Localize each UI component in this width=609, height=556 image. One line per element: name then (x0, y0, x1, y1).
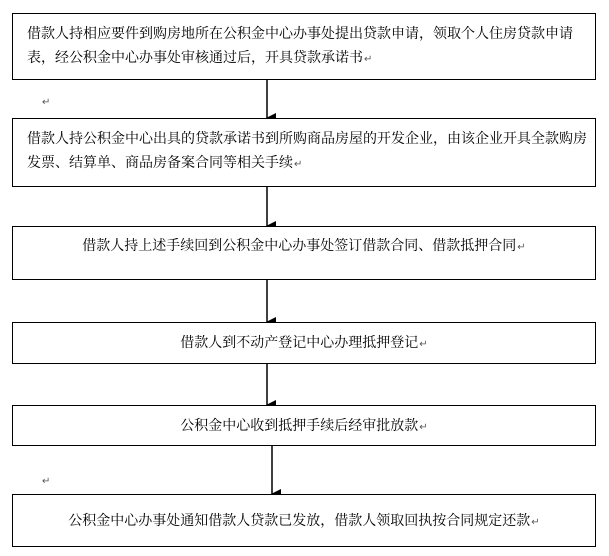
paragraph-mark: ↵ (42, 97, 51, 108)
flow-step-2 (12, 118, 596, 187)
paragraph-mark: ↵ (42, 476, 51, 487)
flow-step-6-text: 公积金中心办事处通知借款人贷款已发放，借款人领取回执按合同规定还款 (68, 513, 531, 529)
flow-step-4-text: 借款人到不动产登记中心办理抵押登记 (180, 335, 419, 351)
flow-step-6 (12, 494, 596, 547)
flow-step-1-text: 借款人持相应要件到购房地所在公积金中心办事处提出贷款申请，领取个人住房贷款申请表，经公积金中心办事处审核通过后，开具贷款承诺书 (27, 26, 573, 66)
flow-step-5 (12, 405, 596, 446)
paragraph-mark: ↵ (531, 517, 540, 528)
flow-step-2-text: 借款人持公积金中心出具的贷款承诺书到所购商品房屋的开发企业，由该企业开具全款购房发票、结算单、商品房备案合同等相关手续 (27, 131, 587, 171)
flow-step-1 (12, 13, 596, 80)
flow-step-3-text: 借款人持上述手续回到公积金中心办事处签订借款合同、借款抵押合同 (82, 238, 517, 254)
paragraph-mark: ↵ (419, 339, 428, 350)
flow-step-3 (12, 226, 596, 280)
paragraph-mark: ↵ (517, 242, 526, 253)
paragraph-mark: ↵ (419, 422, 428, 433)
flow-step-4 (12, 322, 596, 364)
paragraph-mark: ↵ (294, 159, 303, 170)
flow-step-5-text: 公积金中心收到抵押手续后经审批放款 (180, 418, 419, 434)
paragraph-mark: ↵ (364, 54, 373, 65)
